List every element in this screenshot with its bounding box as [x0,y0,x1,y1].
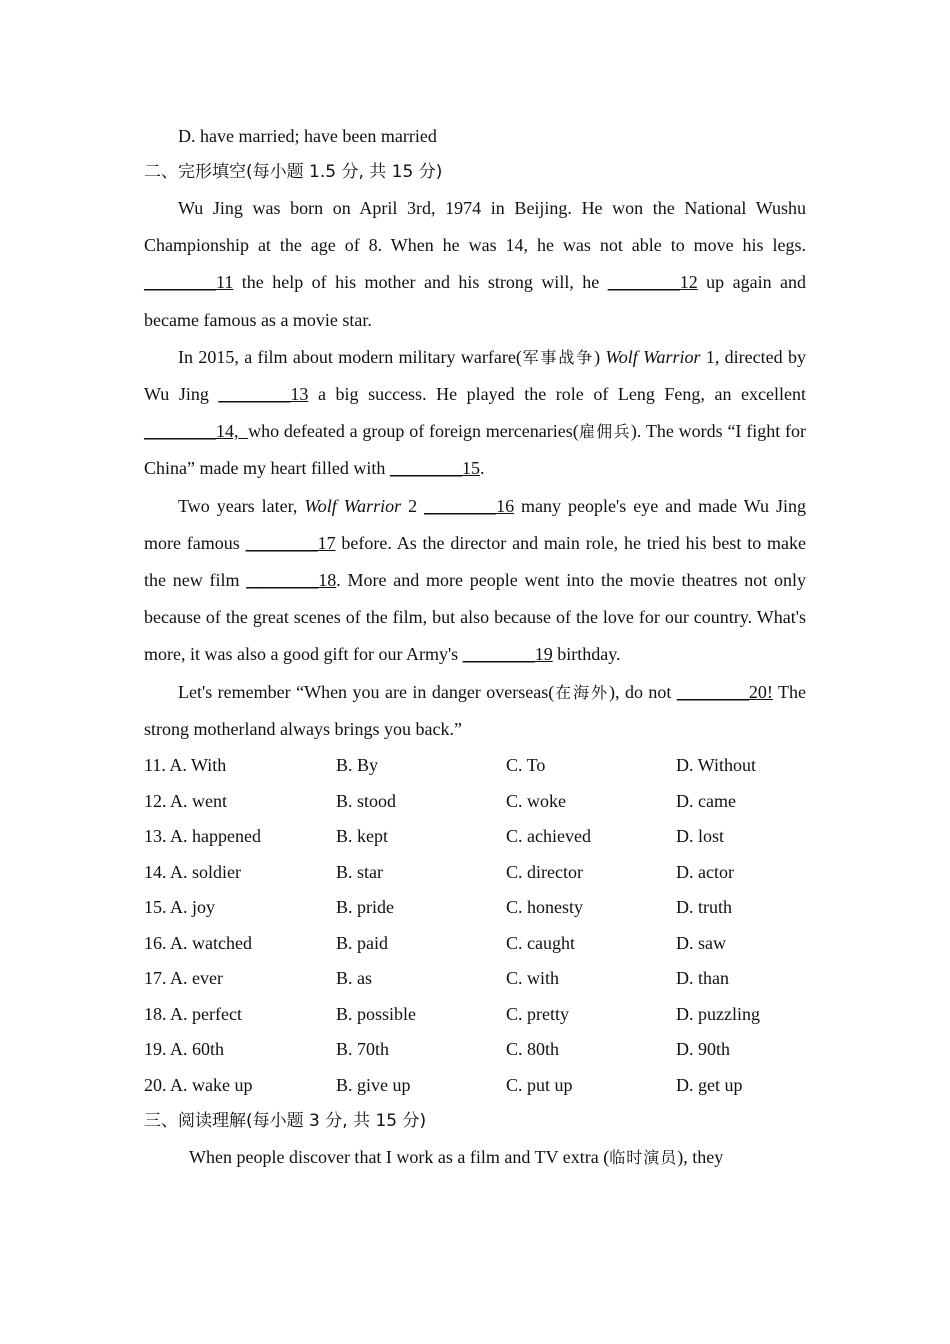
option-row-13: 13. A. happened B. kept C. achieved D. lost [144,826,725,847]
blank-12: ________12 [607,272,698,293]
option-row-12: 12. A. went B. stood C. woke D. came [144,790,736,811]
cloze-paragraph-4: Let's remember “When you are in danger overseas(在海外), do not ________20! The strong motherland always brings you back.” [144,681,806,739]
prev-question-option-d: D. have married; have been married [178,126,437,146]
blank-20: ________20! [676,681,773,702]
option-row-14: 14. A. soldier B. star C. director D. actor [144,861,734,882]
blank-11: ________11 [144,272,234,293]
option-row-17: 17. A. ever B. as C. with D. than [144,968,729,989]
option-row-18: 18. A. perfect B. possible C. pretty D. puzzling [144,1003,760,1024]
option-row-20: 20. A. wake up B. give up C. put up D. get up [144,1074,743,1095]
option-row-15: 15. A. joy B. pride C. honesty D. truth [144,897,732,918]
cloze-paragraph-1: Wu Jing was born on April 3rd, 1974 in Beijing. He won the National Wushu Championship at the age of 8. When he was 14, he was not able to move his legs. ________11 the help of his mother and his strong will, he ________12 up again and became famous as a movie star. [144,198,807,330]
exam-page [144,118,806,1176]
blank-18: ________18 [246,570,337,591]
cloze-paragraph-2: In 2015, a film about modern military warfare(军事战争) Wolf Warrior 1, directed by Wu Jing ________13 a big success. He played the role of Leng Feng, an excellent ________14, who defeated a group of foreign mercenaries(雇佣兵). The words “I fight for China” made my heart filled with ________15. [144,346,807,479]
blank-17: ________17 [245,532,336,553]
blank-15: ________15 [389,458,480,479]
film-title: Wolf Warrior [605,346,701,367]
option-row-11: 11. A. With B. By C. To D. Without [144,755,756,776]
section-3-heading: 三、阅读理解(每小题 3 分, 共 15 分) [144,1111,427,1132]
reading-paragraph-1: When people discover that I work as a film and TV extra (临时演员), they [189,1147,724,1168]
blank-19: ________19 [462,644,553,665]
section-2-heading: 二、完形填空(每小题 1.5 分, 共 15 分) [144,162,443,182]
option-row-19: 19. A. 60th B. 70th C. 80th D. 90th [144,1039,730,1060]
blank-13: ________13 [218,384,309,405]
blank-16: ________16 [424,495,515,516]
blank-14: ________14, [144,421,249,442]
cloze-paragraph-3: Two years later, Wolf Warrior 2 ________16 many people's eye and made Wu Jing more famous ________17 before. As the director and main role, he tried his best to make the new film ________18. More and more people went into the movie theatres not only because of the great scenes of the film, but also because of the love for our country. What's more, it was also a good gift for our Army's ________19 birthday. [144,495,807,665]
film-title: Wolf Warrior [304,495,402,516]
option-row-16: 16. A. watched B. paid C. caught D. saw [144,932,726,953]
options-list [144,748,806,1103]
